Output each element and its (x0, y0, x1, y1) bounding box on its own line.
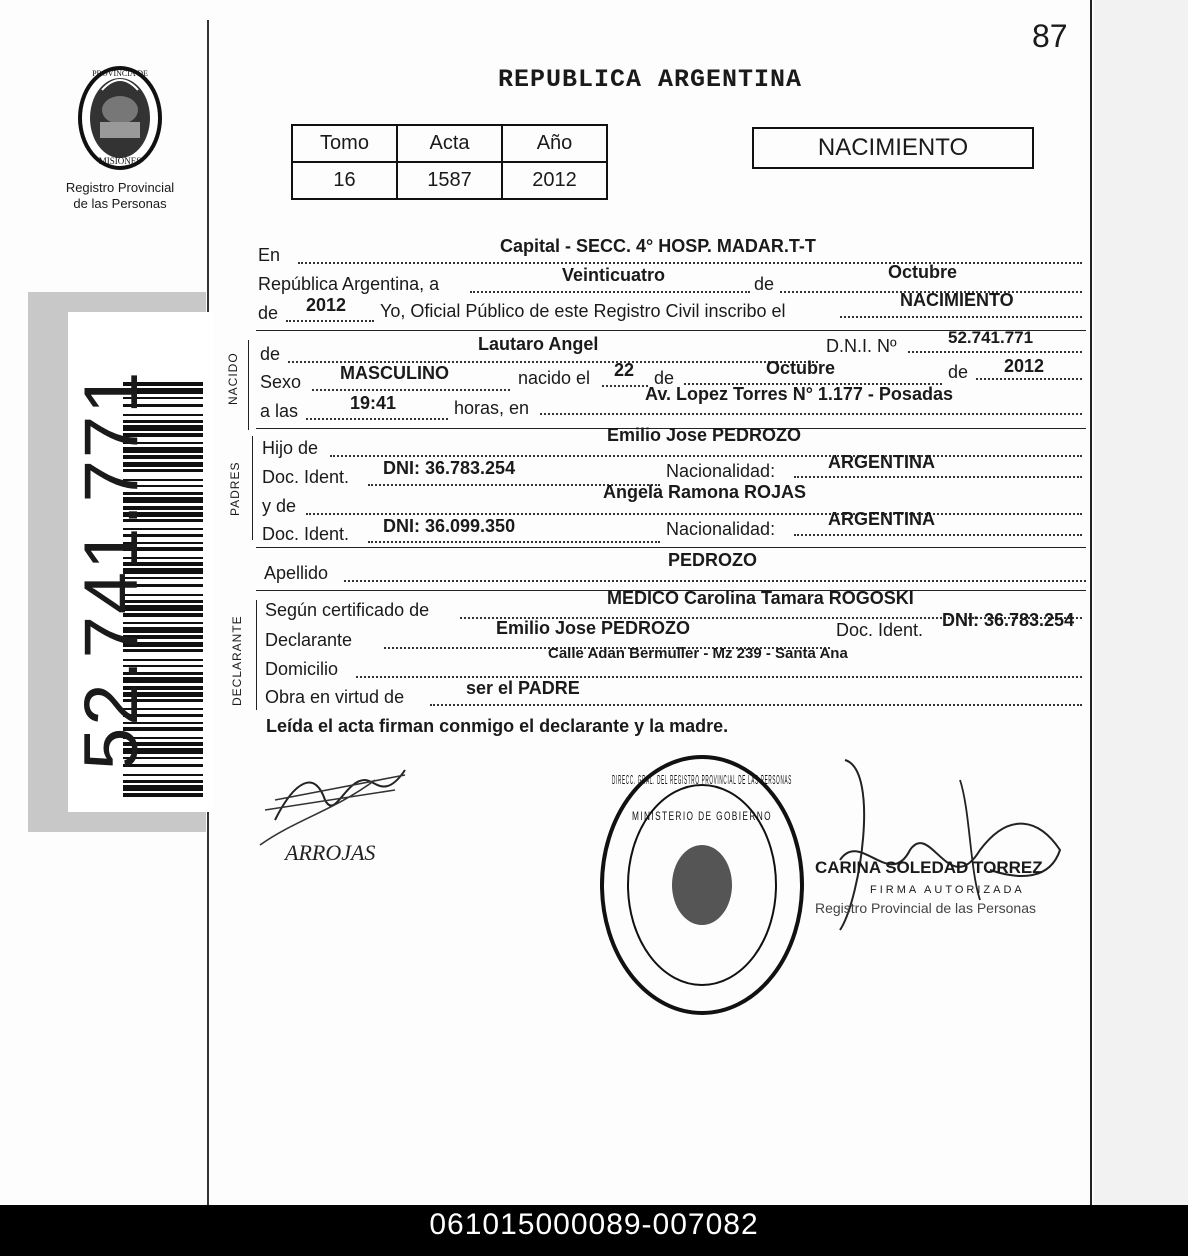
dots (286, 320, 374, 322)
office-line-1: Registro Provincial (65, 180, 175, 195)
sexo-label: Sexo (260, 372, 302, 392)
en-label: En (258, 245, 281, 265)
child-name: Lautaro Angel (478, 334, 599, 354)
official-role: FIRMA AUTORIZADA (870, 884, 1025, 896)
dots (976, 378, 1082, 380)
a-las-label: a las (260, 401, 299, 421)
dots (794, 476, 1082, 478)
year-value: 2012 (306, 295, 347, 315)
act-type-box: NACIMIENTO (752, 127, 1034, 169)
month-value: Octubre (888, 262, 958, 282)
sexo-value: MASCULINO (340, 363, 449, 383)
dots (908, 351, 1082, 353)
header-anio: Año (502, 125, 607, 162)
value-acta: 1587 (397, 162, 502, 199)
dots (368, 541, 660, 543)
dots (840, 316, 1082, 318)
declarante-name: Emilio Jose PEDROZO (496, 618, 691, 638)
father-nat-label: Nacionalidad: (666, 461, 776, 481)
declarante-label: DECLARANTE (230, 615, 244, 706)
mother-name: Angela Ramona ROJAS (603, 482, 807, 502)
birth-year: 2012 (1004, 356, 1045, 376)
hijo-de-label: Hijo de (262, 438, 319, 458)
barcode-bar (123, 793, 203, 797)
dots (470, 291, 750, 293)
side-barcode-panel (28, 292, 206, 832)
declarante-doc: DNI: 36.783.254 (942, 610, 1075, 630)
domicilio-label: Domicilio (265, 659, 339, 679)
dots (794, 534, 1082, 536)
page-number: 87 (1032, 18, 1068, 54)
section-rule (256, 547, 1086, 548)
father-doc: DNI: 36.783.254 (383, 458, 516, 478)
value-tomo: 16 (292, 162, 397, 199)
declarante-label-text: Declarante (265, 630, 353, 650)
office-line-2: de las Personas (73, 196, 167, 211)
official-name: CARINA SOLEDAD TORREZ (815, 858, 1043, 877)
stamp-outer-text: DIRECC. GRAL. DEL REGISTRO PROVINCIAL DE LAS PERSONAS (612, 772, 792, 787)
de-label: de (260, 344, 281, 364)
section-bracket (252, 436, 253, 540)
dots (430, 704, 1082, 706)
country-label: República Argentina, a (258, 274, 440, 294)
apellido-label: Apellido (264, 563, 329, 583)
act-value: NACIMIENTO (900, 290, 1014, 310)
dots (540, 413, 1082, 415)
dni-label: D.N.I. Nº (826, 336, 897, 356)
document-title: REPUBLICA ARGENTINA (497, 65, 803, 94)
cert-label: Según certificado de (265, 600, 430, 620)
seal-text-bottom: MISIONES (98, 156, 142, 166)
dots (330, 455, 1082, 457)
nacido-el-label: nacido el (518, 368, 591, 388)
dots (298, 262, 1082, 264)
de-label-2: de (258, 303, 279, 323)
mother-doc: DNI: 36.099.350 (383, 516, 516, 536)
child-dni: 52.741.771 (948, 328, 1034, 347)
province-seal-logo (70, 60, 170, 180)
seal-text-top: PROVINCIA DE (92, 69, 148, 78)
footer-code: 061015000089-007082 (429, 1208, 759, 1241)
declarante-doc-label: Doc. Ident. (836, 620, 924, 640)
registry-office-name (55, 180, 185, 212)
day-words: Veinticuatro (562, 265, 666, 285)
de-label: de (948, 362, 969, 382)
father-nationality: ARGENTINA (828, 452, 935, 472)
barcode-bar (123, 785, 203, 791)
nacido-label: NACIDO (226, 352, 240, 405)
birth-time: 19:41 (350, 393, 397, 413)
closing-statement: Leída el acta firman conmigo el declarante y la madre. (266, 716, 729, 736)
mother-doc-label: Doc. Ident. (262, 524, 350, 544)
obra-value: ser el PADRE (466, 678, 580, 698)
dots (356, 676, 1082, 678)
mother-nationality: ARGENTINA (828, 509, 935, 529)
dni-vertical-number: 52.741.771 (69, 369, 154, 770)
cert-value: MEDICO Carolina Tamara ROGOSKI (607, 588, 914, 608)
padres-label: PADRES (228, 461, 242, 516)
domicilio-value: Calle Adan Bermuller - Mz 239 - Santa Ana (548, 645, 848, 662)
section-bracket (256, 600, 257, 710)
de-label: de (654, 368, 675, 388)
horas-label: horas, en (454, 398, 530, 418)
father-doc-label: Doc. Ident. (262, 467, 350, 487)
birth-place: Av. Lopez Torres N° 1.177 - Posadas (645, 384, 953, 404)
apellido-value: PEDROZO (668, 550, 758, 570)
official-stamp (595, 750, 810, 1020)
page-gutter (1094, 0, 1188, 1205)
mother-nat-label: Nacionalidad: (666, 519, 776, 539)
section-bracket (248, 340, 249, 430)
dots (306, 418, 448, 420)
de-label: de (754, 274, 775, 294)
birth-month: Octubre (766, 358, 836, 378)
father-name: Emilio Jose PEDROZO (607, 425, 802, 445)
obra-label: Obra en virtud de (265, 687, 405, 707)
place-value: Capital - SECC. 4° HOSP. MADAR.T-T (500, 236, 816, 256)
official-office: Registro Provincial de las Personas (815, 900, 1036, 916)
dots (306, 513, 1082, 515)
barcode-bar (123, 780, 203, 783)
mother-signature-text: ARROJAS (285, 840, 376, 865)
declarant-signature (255, 750, 435, 890)
birth-day: 22 (614, 360, 635, 380)
page-edge (1090, 0, 1092, 1205)
barcode-bar (123, 774, 203, 776)
dots (602, 385, 648, 387)
statement-text: Yo, Oficial Público de este Registro Civil inscribo el (380, 301, 786, 321)
y-de-label: y de (262, 496, 297, 516)
dots (312, 389, 510, 391)
registry-table (291, 124, 608, 200)
value-anio: 2012 (502, 162, 607, 199)
stamp-inner-text: MINISTERIO DE GOBIERNO (632, 809, 772, 823)
header-tomo: Tomo (292, 125, 397, 162)
header-acta: Acta (397, 125, 502, 162)
dots (344, 580, 1086, 582)
